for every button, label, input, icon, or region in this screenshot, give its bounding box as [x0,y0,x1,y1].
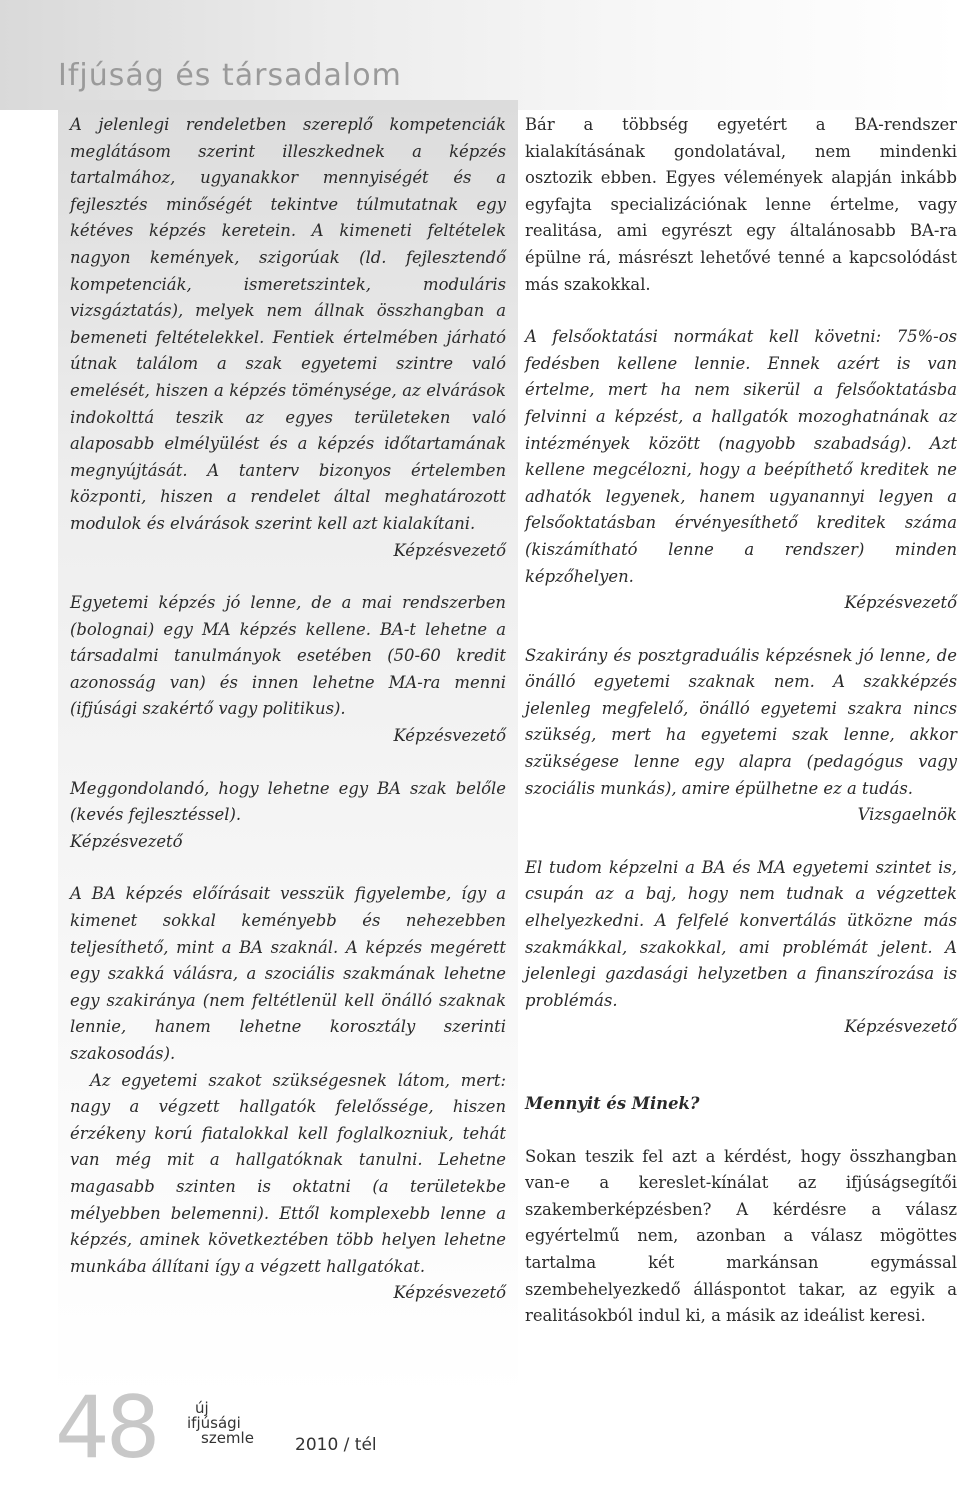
quote-paragraph: El tudom képzelni a BA és MA egyetemi szintet is, csupán az a baj, hogy nem tudnak a végzettek elhelyezkedni. A felfelé konvertálás ütközne más szakmákkal, szakokkal, ami problémát jelent. A jelenlegi gazdasági helyzetben a finanszírozása is problémás. [525,857,957,1010]
page-footer [55,1378,655,1478]
logo-line: szemle [201,1429,254,1447]
journal-logo [183,1401,273,1446]
quote-paragraph: Szakirány és posztgraduális képzésnek jó lenne, de önálló egyetemi szaknak nem. A szakképzés jelenleg megfelelő, önálló egyetemi szakra nincs szükség, mert ha egyetemi szak lenne, akkor szükségese lenne egy alapra (pedagógus vagy szociális munkás), amire épülhetne ez a tudás. [525,645,957,798]
quote-signature: Képzésvezető [844,1017,957,1037]
right-column [525,112,957,1330]
logo-line: új [195,1399,209,1417]
quote-signature: Képzésvezető [393,540,506,560]
body-paragraph: Sokan teszik fel azt a kérdést, hogy összhangban van-e a kereslet-kínálat az ifjúságsegítői szakemberképzésben? A kérdésre a válasz egyértelmű nem, azonban a válasz mögöttes tartalma két markánsan egymással szembehelyezkedő álláspontot takar, az egyik a realitásokból indul ki, a másik az ideálist keresi. [525,1146,957,1326]
header-background [0,0,960,110]
quote-paragraph: A jelenlegi rendeletben szereplő kompetenciák meglátásom szerint illeszkednek a képzés tartalmához, ugyanakkor mennyiségét és a fejlesztés minőségét tekintve túlmutatnak egy kétéves képzés keretein. A kimeneti feltételek nagyon kemények, szigorúak (ld. fejlesztendő kompetenciák, ismeretszintek, moduláris vizsgáztatás), melyek nem állnak összhangban a bemeneti feltételekkel. Fentiek értelmében járható útnak találom a szak egyetemi szintre való emelését, hiszen a képzés töménysége, az elvárások indokolttá teszik az egyes területeken való alaposabb elmélyülést és a képzés időtartamának megnyújtását. A tanterv bizonyos értelemben központi, hiszen a rendelet által meghatározott modulok és elvárások szerint kell azt kialakítani. [70,115,506,533]
quote-signature: Képzésvezető [393,1283,506,1303]
page-number: 48 [55,1378,157,1478]
quote-paragraph: A felsőoktatási normákat kell követni: 75%-os fedésben kellene lennie. Ennek azért is van értelme, mert ha nem sikerül a felsőoktatásba felvinni a képzést, a hallgatók mozoghatnának az intézmények között (nagyobb szabadság). Azt kellene megcélozni, hogy a beépíthető kreditek ne adhatók legyenek, hanem ugyanannyi legyen a felsőoktatásban érvényesíthető kreditek száma (kiszámítható lenne a rendszer) minden képzőhelyen. [525,327,957,586]
issue-label: 2010 / tél [295,1435,377,1455]
quote-signature: Képzésvezető [393,726,506,746]
left-column [70,112,506,1307]
body-paragraph: Bár a többség egyetért a BA-rendszer kialakításának gondolatával, nem mindenki osztozik ebben. Egyes vélemények alapján inkább egyfajta specializációnak lenne értelme, vagy realitása, ami egyrészt egy általánosabb BA-ra épülne rá, másrészt lehetővé tenné a kapcsolódást más szakokkal. [525,115,957,294]
logo-line: ifjúsági [187,1414,241,1432]
quote-paragraph: Egyetemi képzés jó lenne, de a mai rendszerben (bolognai) egy MA képzés kellene. BA-t lehetne a társadalmi tanulmányok esetében (50-60 kredit azonosság van) és innen lehetne MA-ra menni (ifjúsági szakértő vagy politikus). [70,593,506,719]
section-title: Ifjúság és társadalom [58,58,402,93]
quote-signature: Képzésvezető [70,831,183,851]
quote-signature: Képzésvezető [844,593,957,613]
section-heading: Mennyit és Minek? [525,1094,700,1113]
quote-signature: Vizsgaelnök [857,805,957,825]
quote-paragraph: A BA képzés előírásait vesszük figyelembe, így a kimenet sokkal keményebb és nehezebben teljesíthető, mint a BA szaknál. A képzés megérett egy szakká válásra, a szociális szakmának lehetne egy szakiránya (nem feltétlenül kell önálló szaknak lennie, hanem lehetne korosztály szerinti szakosodás). [70,884,506,1063]
quote-paragraph: Az egyetemi szakot szükségesnek látom, mert: nagy a végzett hallgatók felelőssége, hiszen érzékeny korú fiatalokkal kell foglalkozniuk, tehát van még mit a hallgatóknak tanulni. Lehetne magasabb szinten is oktatni (a területekbe mélyebben belemenni). Ettől komplexebb lenne a képzés, aminek következtében több helyen lehetne munkába állítani így a végzett hallgatókat. [70,1070,506,1276]
quote-paragraph: Meggondolandó, hogy lehetne egy BA szak belőle (kevés fejlesztéssel). [70,778,506,825]
